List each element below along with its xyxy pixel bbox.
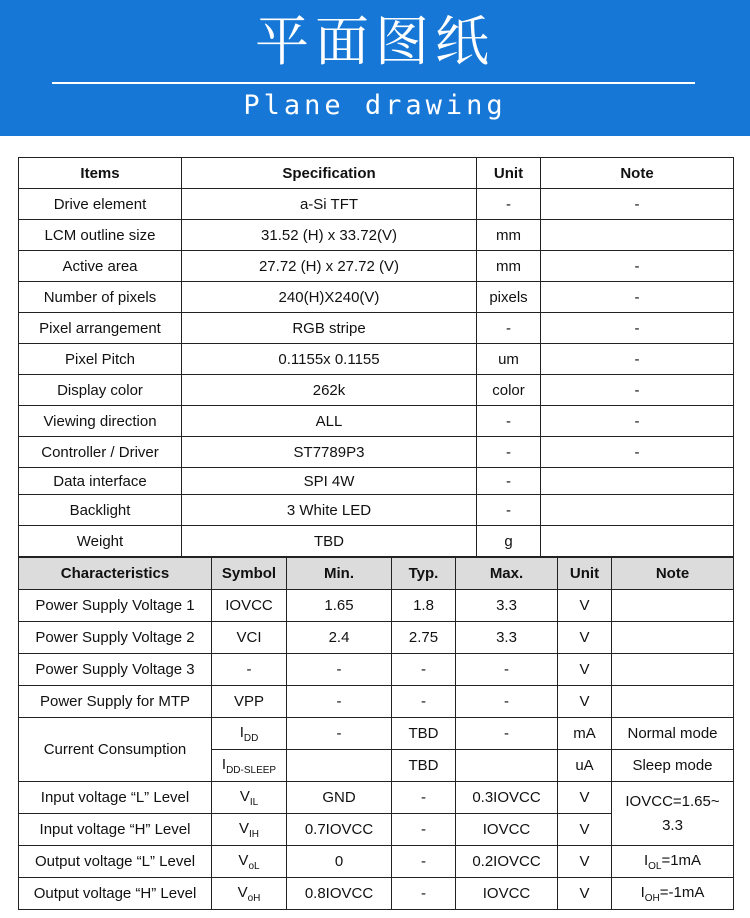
characteristic-cell: Input voltage “H” Level (19, 814, 212, 846)
header-unit: Unit (477, 158, 541, 189)
min-cell: 0.8IOVCC (287, 878, 392, 910)
table-row (19, 406, 734, 437)
typ-cell: - (392, 878, 456, 910)
note-cell: - (541, 251, 734, 282)
item-cell: Backlight (19, 495, 182, 526)
note-cell (612, 590, 734, 622)
note-cell (612, 846, 734, 878)
characteristic-cell: Input voltage “L” Level (19, 782, 212, 814)
item-cell: Data interface (19, 468, 182, 495)
characteristic-cell: Power Supply Voltage 3 (19, 654, 212, 686)
table-row (19, 654, 734, 686)
characteristic-cell: Current Consumption (19, 718, 212, 782)
spec-cell: RGB stripe (182, 313, 477, 344)
unit-cell: V (558, 878, 612, 910)
page-title: 平面图纸 (255, 10, 495, 73)
header-typ: Typ. (392, 558, 456, 590)
typ-cell: - (392, 782, 456, 814)
table-row (19, 313, 734, 344)
note-cell (541, 220, 734, 251)
unit-cell: - (477, 406, 541, 437)
max-cell: - (456, 654, 558, 686)
min-cell: 0.7IOVCC (287, 814, 392, 846)
table-header-row (19, 158, 734, 189)
max-cell: - (456, 686, 558, 718)
symbol-main: I (221, 755, 227, 773)
item-cell: Drive element (19, 189, 182, 220)
typ-cell: - (392, 686, 456, 718)
symbol-cell: VCI (212, 622, 287, 654)
characteristic-cell: Output voltage “L” Level (19, 846, 212, 878)
min-cell: GND (287, 782, 392, 814)
characteristic-cell: Output voltage “H” Level (19, 878, 212, 910)
unit-cell: mm (477, 220, 541, 251)
symbol-main: V (239, 787, 250, 805)
input-level-note: IOVCC=1.65~ 3.3 (625, 792, 720, 834)
unit-cell: - (477, 468, 541, 495)
unit-cell: V (558, 686, 612, 718)
characteristic-cell: Power Supply Voltage 2 (19, 622, 212, 654)
min-cell: - (287, 718, 392, 750)
symbol-subscript: oL (248, 860, 260, 872)
symbol-cell: - (212, 654, 287, 686)
table-row (19, 878, 734, 910)
note-cell (612, 686, 734, 718)
spec-cell: 0.1155x 0.1155 (182, 344, 477, 375)
specification-table (18, 157, 734, 557)
symbol-main: V (238, 851, 249, 869)
header-min: Min. (287, 558, 392, 590)
symbol-main: V (238, 819, 249, 837)
spec-cell: 3 White LED (182, 495, 477, 526)
symbol-subscript: DD (243, 732, 259, 744)
symbol-cell: IOVCC (212, 590, 287, 622)
symbol-cell (212, 846, 287, 878)
spec-cell: TBD (182, 526, 477, 557)
header-max: Max. (456, 558, 558, 590)
item-cell: Viewing direction (19, 406, 182, 437)
characteristic-cell: Power Supply Voltage 1 (19, 590, 212, 622)
header-symbol: Symbol (212, 558, 287, 590)
spec-cell: ALL (182, 406, 477, 437)
note-cell: - (541, 282, 734, 313)
unit-cell: - (477, 313, 541, 344)
note-main: I (640, 883, 645, 901)
unit-cell: - (477, 495, 541, 526)
table-row (19, 526, 734, 557)
table-row (19, 189, 734, 220)
unit-cell: - (477, 437, 541, 468)
item-cell: Controller / Driver (19, 437, 182, 468)
characteristics-table (18, 557, 734, 910)
max-cell: IOVCC (456, 814, 558, 846)
symbol-subscript: DD-SLEEP (226, 764, 277, 776)
note-cell: - (541, 313, 734, 344)
max-cell: 0.2IOVCC (456, 846, 558, 878)
note-cell (612, 782, 734, 846)
spec-cell: 31.52 (H) x 33.72(V) (182, 220, 477, 251)
unit-cell: - (477, 189, 541, 220)
header-banner (0, 0, 750, 136)
item-cell: Pixel Pitch (19, 344, 182, 375)
note-main: I (643, 851, 649, 869)
symbol-cell (212, 718, 287, 750)
typ-cell: 2.75 (392, 622, 456, 654)
header-items: Items (19, 158, 182, 189)
spec-cell: a-Si TFT (182, 189, 477, 220)
unit-cell: mm (477, 251, 541, 282)
typ-cell: TBD (392, 750, 456, 782)
note-cell (612, 654, 734, 686)
note-cell: - (541, 344, 734, 375)
unit-cell: pixels (477, 282, 541, 313)
max-cell (456, 750, 558, 782)
note-cell (541, 495, 734, 526)
characteristic-cell: Power Supply for MTP (19, 686, 212, 718)
unit-cell: g (477, 526, 541, 557)
item-cell: Pixel arrangement (19, 313, 182, 344)
min-cell: 0 (287, 846, 392, 878)
symbol-subscript: IH (249, 828, 259, 840)
unit-cell: um (477, 344, 541, 375)
typ-cell: - (392, 814, 456, 846)
min-cell: - (287, 686, 392, 718)
item-cell: LCM outline size (19, 220, 182, 251)
min-cell: 2.4 (287, 622, 392, 654)
item-cell: Active area (19, 251, 182, 282)
spec-cell: ST7789P3 (182, 437, 477, 468)
symbol-main: V (237, 883, 248, 901)
spec-cell: 27.72 (H) x 27.72 (V) (182, 251, 477, 282)
header-note: Note (612, 558, 734, 590)
header-characteristics: Characteristics (19, 558, 212, 590)
max-cell: 0.3IOVCC (456, 782, 558, 814)
table-row (19, 375, 734, 406)
table-row (19, 686, 734, 718)
note-cell (612, 622, 734, 654)
min-cell (287, 750, 392, 782)
symbol-main: I (239, 723, 244, 741)
table-row (19, 468, 734, 495)
table-row (19, 782, 734, 814)
spec-cell: SPI 4W (182, 468, 477, 495)
unit-cell: V (558, 590, 612, 622)
table-row (19, 622, 734, 654)
table-header-row (19, 558, 734, 590)
max-cell: 3.3 (456, 590, 558, 622)
spec-cell: 240(H)X240(V) (182, 282, 477, 313)
page-subtitle: Plane drawing (243, 90, 507, 121)
note-cell: - (541, 406, 734, 437)
symbol-cell (212, 782, 287, 814)
table-row (19, 718, 734, 750)
symbol-cell: VPP (212, 686, 287, 718)
symbol-subscript: oH (247, 892, 261, 904)
unit-cell: V (558, 814, 612, 846)
title-divider (52, 82, 695, 84)
unit-cell: V (558, 782, 612, 814)
unit-cell: V (558, 622, 612, 654)
note-rest: =1mA (661, 851, 702, 869)
unit-cell: V (558, 654, 612, 686)
note-cell: Normal mode (612, 718, 734, 750)
max-cell: IOVCC (456, 878, 558, 910)
note-rest: =-1mA (659, 883, 705, 901)
note-subscript: OL (648, 860, 662, 872)
note-cell: - (541, 437, 734, 468)
table-row (19, 846, 734, 878)
note-cell (541, 526, 734, 557)
typ-cell: - (392, 846, 456, 878)
table-row (19, 495, 734, 526)
min-cell: - (287, 654, 392, 686)
typ-cell: TBD (392, 718, 456, 750)
min-cell: 1.65 (287, 590, 392, 622)
symbol-subscript: IL (249, 796, 259, 808)
table-row (19, 344, 734, 375)
note-cell: - (541, 375, 734, 406)
unit-cell: mA (558, 718, 612, 750)
table-row (19, 590, 734, 622)
header-unit: Unit (558, 558, 612, 590)
unit-cell: uA (558, 750, 612, 782)
note-cell: - (541, 189, 734, 220)
item-cell: Display color (19, 375, 182, 406)
note-cell (612, 878, 734, 910)
table-row (19, 251, 734, 282)
table-row (19, 437, 734, 468)
unit-cell: color (477, 375, 541, 406)
spec-cell: 262k (182, 375, 477, 406)
symbol-cell (212, 878, 287, 910)
table-row (19, 220, 734, 251)
table-row (19, 282, 734, 313)
symbol-cell (212, 814, 287, 846)
item-cell: Weight (19, 526, 182, 557)
item-cell: Number of pixels (19, 282, 182, 313)
note-cell (541, 468, 734, 495)
max-cell: 3.3 (456, 622, 558, 654)
header-note: Note (541, 158, 734, 189)
typ-cell: - (392, 654, 456, 686)
max-cell: - (456, 718, 558, 750)
symbol-cell (212, 750, 287, 782)
header-specification: Specification (182, 158, 477, 189)
note-cell: Sleep mode (612, 750, 734, 782)
note-subscript: OH (644, 892, 660, 904)
unit-cell: V (558, 846, 612, 878)
typ-cell: 1.8 (392, 590, 456, 622)
